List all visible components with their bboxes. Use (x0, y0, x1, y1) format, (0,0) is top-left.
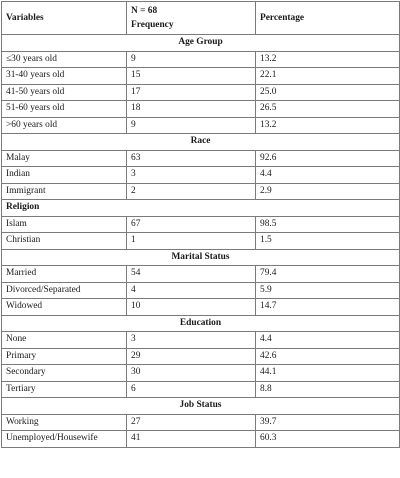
cell-variable: Secondary (2, 365, 127, 382)
cell-frequency: 18 (127, 101, 256, 118)
cell-variable: ≤30 years old (2, 51, 127, 68)
cell-percentage: 8.8 (256, 381, 400, 398)
cell-frequency: 41 (127, 431, 256, 448)
table-row (2, 150, 400, 167)
cell-frequency: 27 (127, 414, 256, 431)
cell-variable: Married (2, 266, 127, 283)
cell-variable: 41-50 years old (2, 84, 127, 101)
cell-percentage: 42.6 (256, 348, 400, 365)
table-row (2, 51, 400, 68)
cell-variable: Malay (2, 150, 127, 167)
table-row (2, 68, 400, 85)
section-header-row (2, 134, 400, 151)
table-row (2, 117, 400, 134)
cell-variable: Immigrant (2, 183, 127, 200)
cell-percentage: 4.4 (256, 332, 400, 349)
demographics-table (1, 1, 400, 448)
cell-percentage: 14.7 (256, 299, 400, 316)
cell-percentage: 4.4 (256, 167, 400, 184)
cell-frequency: 2 (127, 183, 256, 200)
header-n-total: N = 68 (131, 6, 158, 16)
cell-frequency: 1 (127, 233, 256, 250)
cell-frequency: 29 (127, 348, 256, 365)
table-row (2, 233, 400, 250)
cell-variable: None (2, 332, 127, 349)
cell-frequency: 54 (127, 266, 256, 283)
cell-frequency: 10 (127, 299, 256, 316)
cell-percentage: 13.2 (256, 51, 400, 68)
table-row (2, 431, 400, 448)
table-row (2, 332, 400, 349)
cell-variable: Indian (2, 167, 127, 184)
cell-variable: Divorced/Separated (2, 282, 127, 299)
cell-frequency: 15 (127, 68, 256, 85)
cell-frequency: 6 (127, 381, 256, 398)
table-row (2, 266, 400, 283)
cell-variable: Islam (2, 216, 127, 233)
table-row (2, 414, 400, 431)
cell-variable: 51-60 years old (2, 101, 127, 118)
cell-percentage: 13.2 (256, 117, 400, 134)
cell-frequency: 63 (127, 150, 256, 167)
section-title: Job Status (2, 398, 400, 415)
header-percentage: Percentage (256, 2, 400, 35)
cell-variable: Christian (2, 233, 127, 250)
section-header-row (2, 35, 400, 52)
header-frequency-label: Frequency (131, 20, 174, 30)
cell-percentage: 22.1 (256, 68, 400, 85)
cell-frequency: 30 (127, 365, 256, 382)
cell-frequency: 3 (127, 332, 256, 349)
section-title: Religion (2, 200, 400, 217)
table-row (2, 101, 400, 118)
cell-frequency: 67 (127, 216, 256, 233)
section-header-row (2, 315, 400, 332)
cell-percentage: 44.1 (256, 365, 400, 382)
header-frequency (127, 2, 256, 35)
cell-percentage: 79.4 (256, 266, 400, 283)
header-variables: Variables (2, 2, 127, 35)
cell-percentage: 1.5 (256, 233, 400, 250)
section-header-row (2, 200, 400, 217)
section-title: Race (2, 134, 400, 151)
cell-percentage: 98.5 (256, 216, 400, 233)
cell-variable: Widowed (2, 299, 127, 316)
table-row (2, 84, 400, 101)
table-body (2, 35, 400, 448)
cell-variable: 31-40 years old (2, 68, 127, 85)
cell-variable: Tertiary (2, 381, 127, 398)
table-row (2, 282, 400, 299)
table-row (2, 167, 400, 184)
section-title: Education (2, 315, 400, 332)
cell-frequency: 17 (127, 84, 256, 101)
table-row (2, 365, 400, 382)
cell-percentage: 92.6 (256, 150, 400, 167)
cell-frequency: 9 (127, 51, 256, 68)
cell-frequency: 3 (127, 167, 256, 184)
table-row (2, 348, 400, 365)
table-row (2, 381, 400, 398)
section-header-row (2, 249, 400, 266)
cell-variable: Unemployed/Housewife (2, 431, 127, 448)
cell-frequency: 9 (127, 117, 256, 134)
table-row (2, 183, 400, 200)
cell-percentage: 39.7 (256, 414, 400, 431)
cell-percentage: 26.5 (256, 101, 400, 118)
cell-variable: Primary (2, 348, 127, 365)
table-row (2, 216, 400, 233)
section-title: Age Group (2, 35, 400, 52)
cell-percentage: 60.3 (256, 431, 400, 448)
cell-variable: >60 years old (2, 117, 127, 134)
section-title: Marital Status (2, 249, 400, 266)
table-row (2, 299, 400, 316)
cell-percentage: 5.9 (256, 282, 400, 299)
section-header-row (2, 398, 400, 415)
cell-percentage: 25.0 (256, 84, 400, 101)
cell-percentage: 2.9 (256, 183, 400, 200)
cell-frequency: 4 (127, 282, 256, 299)
table-header-row (2, 2, 400, 35)
cell-variable: Working (2, 414, 127, 431)
